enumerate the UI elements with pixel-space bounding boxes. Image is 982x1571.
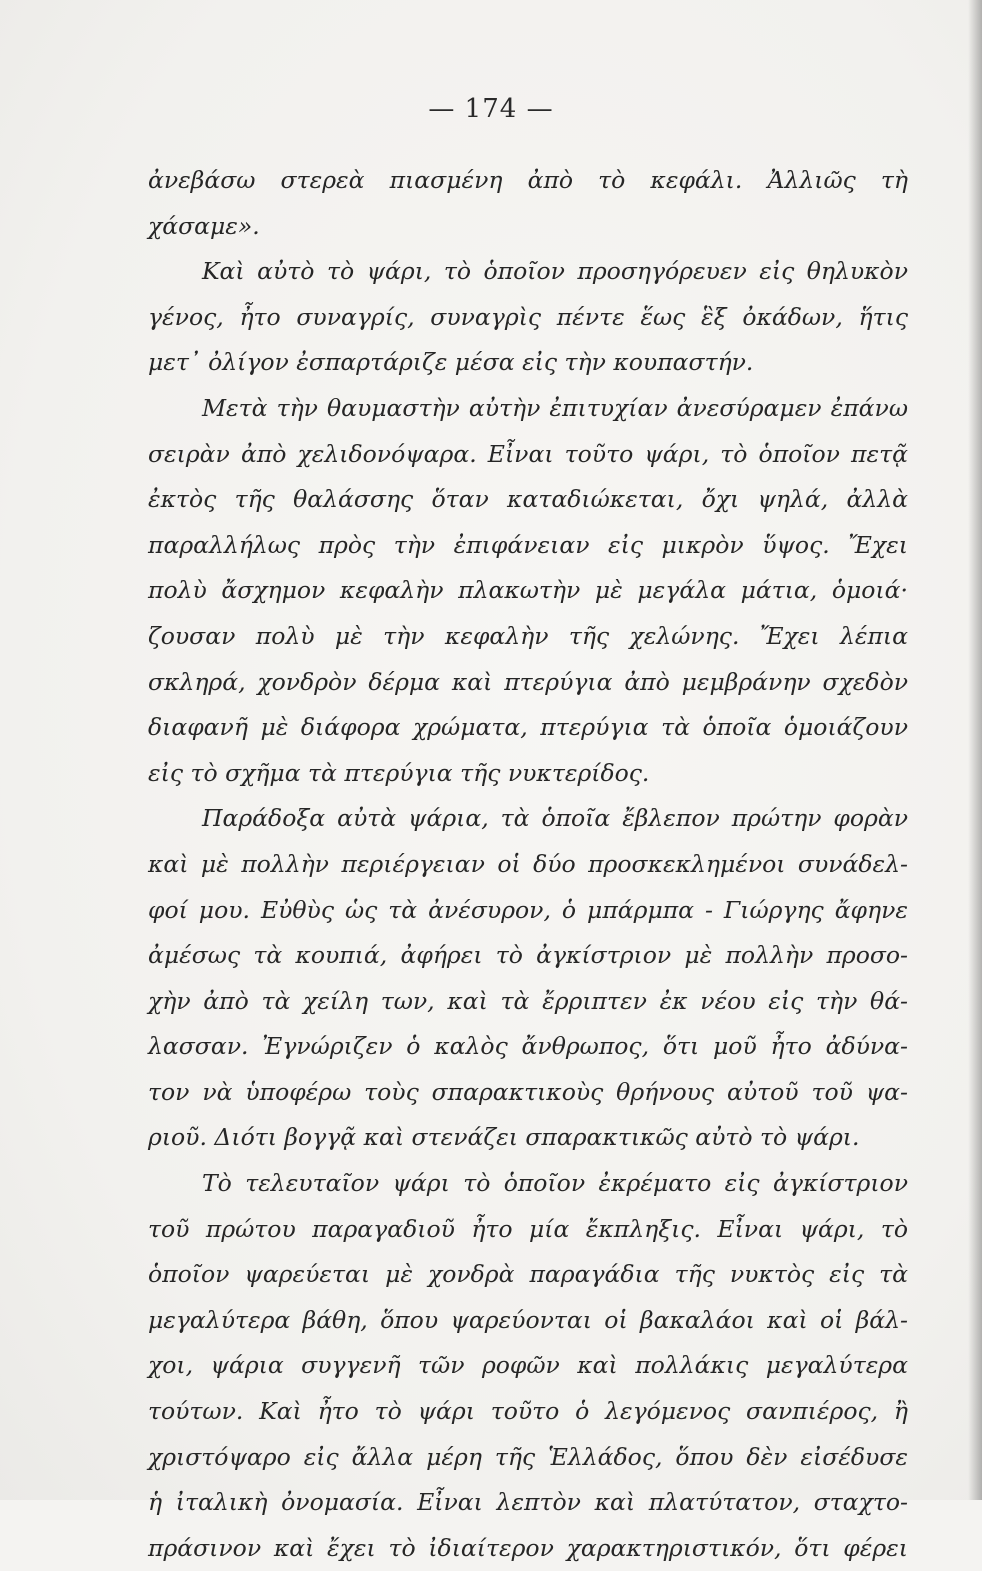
text-line: Καὶ αὐτὸ τὸ ψάρι, τὸ ὁποῖον προσηγόρευεν εἰς θηλυκὸν: [202, 257, 908, 286]
text-line: σκληρά, χονδρὸν δέρμα καὶ πτερύγια ἀπὸ μεμβράνην σχεδὸν: [148, 667, 908, 696]
text-line: ἀνεβάσω στερεὰ πιασμένη ἀπὸ τὸ κεφάλι. Ἀλλιῶς τὴ: [148, 166, 908, 194]
text-line: Τὸ τελευταῖον ψάρι τὸ ὁποῖον ἐκρέματο εἰς ἀγκίστριον: [202, 1169, 908, 1198]
text-line: φοί μου. Εὐθὺς ὡς τὰ ἀνέσυρον, ὁ μπάρμπα - Γιώργης ἄφηνε: [148, 895, 908, 924]
text-line: μεγαλύτερα βάθη, ὅπου ψαρεύονται οἱ βακαλάοι καὶ οἱ βάλ-: [148, 1305, 908, 1334]
text-line: παραλλήλως πρὸς τὴν ἐπιφάνειαν εἰς μικρὸν ὕψος. Ἔχει: [148, 530, 908, 559]
text-line: διαφανῆ μὲ διάφορα χρώματα, πτερύγια τὰ ὁποῖα ὁμοιάζουν: [148, 713, 908, 742]
text-line: ριοῦ. Διότι βογγᾷ καὶ στενάζει σπαρακτικῶς αὐτὸ τὸ ψάρι.: [148, 1123, 860, 1152]
text-line: Μετὰ τὴν θαυμαστὴν αὐτὴν ἐπιτυχίαν ἀνεσύραμεν ἐπάνω: [202, 393, 908, 422]
text-line: ἀμέσως τὰ κουπιά, ἀφήρει τὸ ἀγκίστριον μὲ πολλὴν προσο-: [148, 941, 908, 970]
text-line: σειρὰν ἀπὸ χελιδονόψαρα. Εἶναι τοῦτο ψάρι, τὸ ὁποῖον πετᾷ: [148, 439, 908, 468]
text-line: τούτων. Καὶ ἦτο τὸ ψάρι τοῦτο ὁ λεγόμενος σανπιέρος, ἢ: [148, 1397, 908, 1426]
body-text: [148, 158, 908, 1571]
text-line: πολὺ ἄσχημον κεφαλὴν πλακωτὴν μὲ μεγάλα μάτια, ὁμοιά·: [148, 576, 908, 605]
text-line: χριστόψαρο εἰς ἄλλα μέρη τῆς Ἑλλάδος, ὅπου δὲν εἰσέδυσε: [148, 1442, 908, 1471]
text-line: ἐκτὸς τῆς θαλάσσης ὅταν καταδιώκεται, ὄχι ψηλά, ἀλλὰ: [148, 485, 908, 514]
text-line: ζουσαν πολὺ μὲ τὴν κεφαλὴν τῆς χελώνης. Ἔχει λέπια: [148, 621, 908, 650]
text-line: χὴν ἀπὸ τὰ χείλη των, καὶ τὰ ἔρριπτεν ἐκ νέου εἰς τὴν θά-: [148, 986, 908, 1015]
text-line: λασσαν. Ἐγνώριζεν ὁ καλὸς ἄνθρωπος, ὅτι μοῦ ἦτο ἀδύνα-: [148, 1032, 908, 1061]
text-line: μετ᾽ ὀλίγον ἐσπαρτάριζε μέσα εἰς τὴν κουπαστήν.: [148, 348, 754, 377]
page-number: — 174 —: [428, 94, 554, 124]
page-edge-shadow: [968, 0, 982, 1500]
text-line: τοῦ πρώτου παραγαδιοῦ ἦτο μία ἔκπληξις. Εἶναι ψάρι, τὸ: [148, 1214, 908, 1243]
text-line: χάσαμε».: [148, 211, 260, 240]
text-line: γένος, ἦτο συναγρίς, συναγρὶς πέντε ἕως ἓξ ὀκάδων, ἥτις: [148, 302, 908, 331]
text-line: Παράδοξα αὐτὰ ψάρια, τὰ ὁποῖα ἔβλεπον πρώτην φορὰν: [202, 804, 908, 833]
text-line: χοι, ψάρια συγγενῆ τῶν ροφῶν καὶ πολλάκις μεγαλύτερα: [148, 1351, 908, 1380]
text-line: ἡ ἰταλικὴ ὀνομασία. Εἶναι λεπτὸν καὶ πλατύτατον, σταχτο-: [148, 1488, 908, 1517]
text-line: ὁποῖον ψαρεύεται μὲ χονδρὰ παραγάδια τῆς νυκτὸς εἰς τὰ: [148, 1260, 908, 1289]
text-line: πράσινον καὶ ἔχει τὸ ἰδιαίτερον χαρακτηριστικόν, ὅτι φέρει: [148, 1533, 908, 1562]
text-line: εἰς τὸ σχῆμα τὰ πτερύγια τῆς νυκτερίδος.: [148, 758, 650, 787]
text-line: καὶ μὲ πολλὴν περιέργειαν οἱ δύο προσκεκλημένοι συνάδελ-: [148, 849, 908, 878]
text-line: τον νὰ ὑποφέρω τοὺς σπαρακτικοὺς θρήνους αὐτοῦ τοῦ ψα-: [148, 1077, 908, 1106]
